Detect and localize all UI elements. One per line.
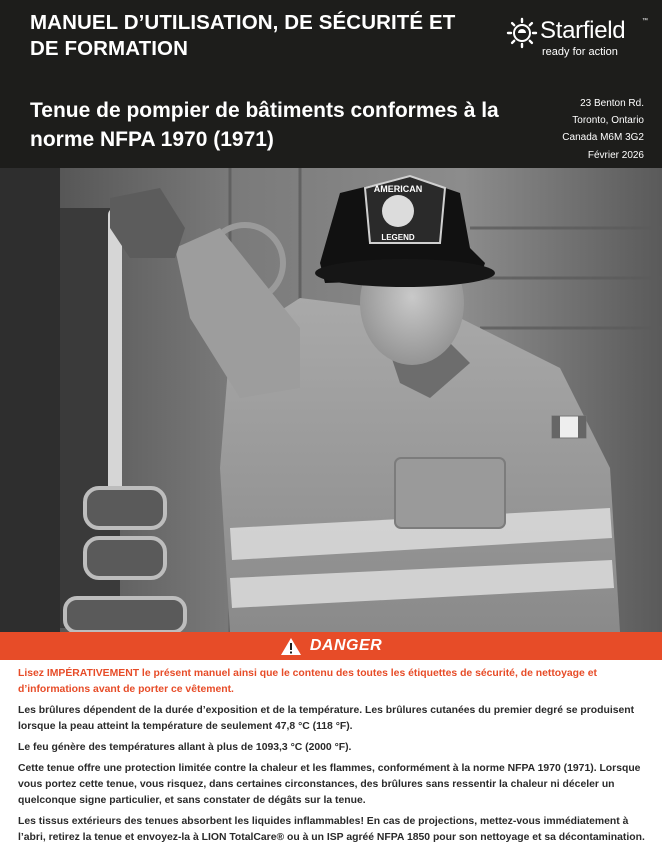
warning-triangle-icon [280, 637, 302, 656]
brand-tagline: ready for action [542, 46, 618, 58]
address-line: Canada M6M 3G2 [562, 132, 644, 143]
firefighter-illustration [0, 168, 662, 632]
document-subtitle: Tenue de pompier de bâtiments conformes à la norme NFPA 1970 (1971) [30, 99, 499, 151]
warning-paragraph: Lisez IMPÉRATIVEMENT le présent manuel ainsi que le contenu des toutes les étiquettes de sécurité, de nettoyage et d’informations avant de porter ce vêtement. [18, 668, 597, 695]
danger-label: DANGER [309, 637, 383, 654]
address-line: Toronto, Ontario [572, 115, 644, 126]
company-address [562, 95, 644, 146]
publication-date: Février 2026 [587, 150, 644, 161]
helmet-badge-top: AMERICAN [373, 184, 423, 194]
danger-banner [0, 632, 662, 660]
protection-paragraph: Cette tenue offre une protection limitée contre la chaleur et les flammes, conformément à la norme NFPA 1970 (1971). Lorsque vous portez cette tenue, vous risquez, dans certaines circonstances, des brûlures sans ressentir la chaleur ni déceler un quelconque signe particulier, et sans constater de dégâts sur la tenue. [18, 763, 641, 806]
brand-trademark: ™ [642, 18, 648, 24]
starfield-logo [505, 16, 655, 66]
brand-name: Starfield [540, 17, 626, 44]
helmet-badge-bottom: LEGEND [381, 233, 415, 242]
address-line: 23 Benton Rd. [580, 98, 644, 109]
firefighter-photo [0, 168, 662, 632]
fire-temperature-paragraph: Le feu génère des températures allant à plus de 1093,3 °C (2000 °F). [18, 742, 352, 753]
document-title: MANUEL D’UTILISATION, DE SÉCURITÉ ET DE FORMATION [30, 11, 456, 60]
burn-paragraph: Les brûlures dépendent de la durée d’exposition et de la température. Les brûlures cutanées du premier degré se produisent lorsque la peau atteint la température de seulement 47,8 °C (118 °F). [18, 705, 635, 732]
flammable-liquids-paragraph: Les tissus extérieurs des tenues absorbent les liquides inflammables! En cas de projections, mettez-vous immédiatement à l’abri, retirez la tenue et envoyez-la à LION TotalCare® ou à un ISP agréé NFPA 1850 pour son nettoyage et sa décontamination. [18, 816, 645, 843]
danger-text-block [18, 666, 648, 846]
sun-gear-icon [505, 16, 539, 50]
header-banner [0, 0, 662, 168]
